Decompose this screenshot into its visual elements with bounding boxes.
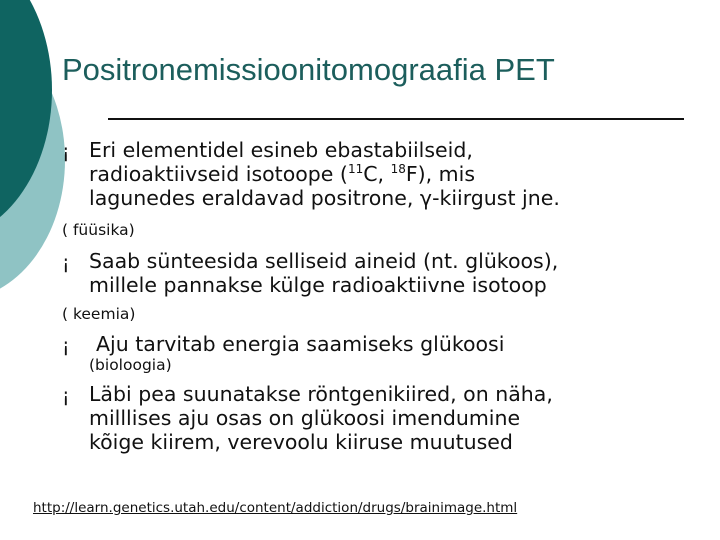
bullet-1-line-1: Eri elementidel esineb ebastabiilseid, xyxy=(89,138,473,162)
bullet-marker-icon: ¡ xyxy=(62,141,70,163)
note-keemia: ( keemia) xyxy=(62,305,136,323)
bullet-4-line-3: kõige kiirem, verevoolu kiiruse muutused xyxy=(89,430,513,454)
bullet-marker-icon: ¡ xyxy=(62,335,70,357)
bullet-marker-icon: ¡ xyxy=(62,252,70,274)
bullet-1-text xyxy=(89,138,689,210)
bullet-2-line-1: Saab sünteesida selliseid aineid (nt. glükoos), xyxy=(89,249,559,273)
bullet-3-text xyxy=(96,332,696,356)
bullet-2-text xyxy=(89,249,689,297)
source-link[interactable]: http://learn.genetics.utah.edu/content/addiction/drugs/brainimage.html xyxy=(33,500,518,516)
bullet-4-line-1: Läbi pea suunatakse röntgenikiired, on näha, xyxy=(89,382,553,406)
bullet-marker-icon: ¡ xyxy=(62,385,70,407)
bullet-4-line-2: milllises aju osas on glükoosi imendumine xyxy=(89,406,521,430)
note-bioloogia: (bioloogia) xyxy=(89,356,172,374)
bullet-4-text xyxy=(89,382,689,454)
title-divider xyxy=(108,118,684,120)
bullet-1-line-2: radioaktiivseid isotoope ($^{11}$C, $^{18}$F), mis xyxy=(89,162,476,186)
note-fuusika: ( füüsika) xyxy=(62,221,135,239)
bullet-2-line-2: millele pannakse külge radioaktiivne isotoop xyxy=(89,273,547,297)
bullet-3-line-1: Aju tarvitab energia saamiseks glükoosi xyxy=(96,332,505,356)
slide-title: Positronemissioonitomograafia PET xyxy=(62,52,555,87)
bullet-1-line-3: lagunedes eraldavad positrone, γ-kiirgust jne. xyxy=(89,186,560,210)
